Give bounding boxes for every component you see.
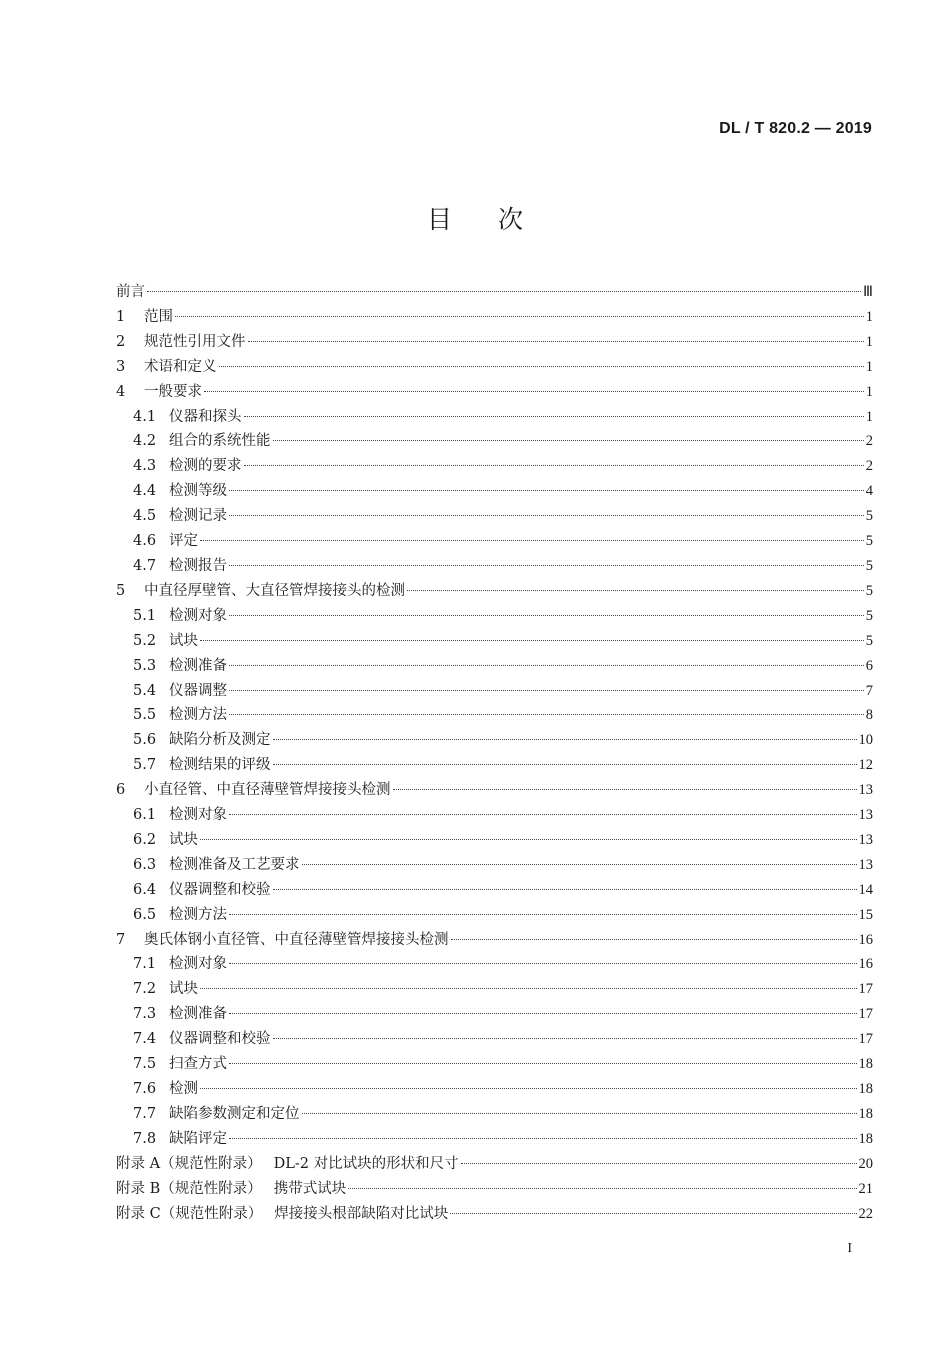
toc-entry-label: 缺陷评定 bbox=[169, 1130, 227, 1147]
toc-entry-page: 2 bbox=[865, 458, 873, 475]
toc-entry-number: 7.6 bbox=[133, 1081, 157, 1097]
toc-entry-label: 前言 bbox=[116, 284, 145, 300]
toc-entry[interactable] bbox=[116, 380, 873, 405]
toc-entry-label: 评定 bbox=[169, 533, 198, 550]
toc-entry[interactable] bbox=[116, 728, 873, 753]
toc-entry-number: 5 bbox=[116, 582, 126, 599]
toc-entry-label: 中直径厚壁管、大直径管焊接接头的检测 bbox=[144, 582, 405, 599]
toc-entry[interactable] bbox=[116, 803, 873, 828]
toc-entry[interactable] bbox=[116, 330, 873, 355]
appendix-label-group bbox=[116, 1202, 448, 1227]
dot-leader bbox=[200, 640, 864, 641]
toc-entry[interactable] bbox=[116, 405, 873, 430]
toc-entry-label: 仪器调整和校验 bbox=[169, 881, 271, 898]
toc-entry-page: 1 bbox=[865, 333, 873, 350]
toc-entry-page: 12 bbox=[858, 757, 873, 774]
toc-entry-label: 扫查方式 bbox=[169, 1056, 227, 1073]
toc-entry-number: 7.3 bbox=[133, 1006, 157, 1023]
toc-entry[interactable] bbox=[116, 853, 873, 878]
dot-leader bbox=[229, 914, 857, 915]
toc-entry[interactable] bbox=[116, 1077, 873, 1102]
toc-entry-number: 6.5 bbox=[133, 906, 157, 923]
toc-entry-number: 2 bbox=[116, 333, 126, 350]
toc-entry-page: 1 bbox=[865, 308, 873, 325]
toc-entry[interactable] bbox=[116, 952, 873, 977]
toc-entry-page: 5 bbox=[865, 557, 873, 574]
toc-entry-label: 检测报告 bbox=[169, 557, 227, 574]
toc-entry[interactable] bbox=[116, 679, 873, 704]
toc-entry-number: 4.7 bbox=[133, 557, 157, 574]
toc-entry[interactable] bbox=[116, 703, 873, 728]
toc-entry-number: 5.7 bbox=[133, 757, 157, 774]
dot-leader bbox=[302, 1113, 857, 1114]
toc-entry[interactable] bbox=[116, 504, 873, 529]
toc-entry-page: 16 bbox=[858, 956, 873, 973]
toc-entry[interactable] bbox=[116, 654, 873, 679]
toc-entry[interactable] bbox=[116, 429, 873, 454]
appendix-prefix: 附录 A（规范性附录） bbox=[116, 1155, 262, 1172]
toc-entry-label: 检测准备及工艺要求 bbox=[169, 856, 300, 873]
toc-entry-label: 小直径管、中直径薄壁管焊接接头检测 bbox=[144, 782, 391, 799]
toc-entry-number: 4 bbox=[116, 383, 126, 400]
toc-entry-label: 一般要求 bbox=[144, 383, 202, 400]
dot-leader bbox=[273, 440, 864, 441]
toc-entry[interactable] bbox=[116, 928, 873, 953]
toc-entry-label: 缺陷参数测定和定位 bbox=[169, 1105, 300, 1122]
toc-entry-number: 4.2 bbox=[133, 433, 157, 450]
dot-leader bbox=[229, 490, 864, 491]
toc-entry-number: 3 bbox=[116, 358, 126, 375]
toc-entry-number: 5.5 bbox=[133, 707, 157, 724]
toc-entry[interactable] bbox=[116, 454, 873, 479]
toc-entry[interactable] bbox=[116, 355, 873, 380]
toc-entry[interactable] bbox=[116, 753, 873, 778]
toc-entry-number: 7.1 bbox=[133, 956, 157, 973]
dot-leader bbox=[229, 814, 857, 815]
toc-entry[interactable] bbox=[116, 878, 873, 903]
toc-entry[interactable] bbox=[116, 305, 873, 330]
dot-leader bbox=[407, 590, 864, 591]
dot-leader bbox=[175, 316, 864, 317]
toc-title bbox=[0, 200, 950, 236]
toc-entry-page: 1 bbox=[865, 358, 873, 375]
toc-entry-page: 1 bbox=[865, 408, 873, 425]
toc-entry-page: 5 bbox=[865, 533, 873, 550]
dot-leader bbox=[147, 291, 861, 292]
toc-entry-label: 缺陷分析及测定 bbox=[169, 732, 271, 749]
toc-entry-page: 5 bbox=[865, 508, 873, 525]
dot-leader bbox=[229, 615, 864, 616]
toc-entry-page: 16 bbox=[858, 931, 873, 948]
appendix-prefix: 附录 B（规范性附录） bbox=[116, 1180, 262, 1197]
toc-entry-label: 检测方法 bbox=[169, 906, 227, 923]
dot-leader bbox=[229, 1138, 857, 1139]
dot-leader bbox=[450, 1213, 856, 1214]
toc-entry[interactable] bbox=[116, 529, 873, 554]
toc-appendix-entry[interactable] bbox=[116, 1177, 873, 1202]
appendix-title: 携带式试块 bbox=[273, 1180, 347, 1197]
toc-entry-number: 5.3 bbox=[133, 657, 157, 674]
appendix-prefix: 附录 C（规范性附录） bbox=[116, 1205, 263, 1222]
toc-entry-label: 检测对象 bbox=[169, 956, 227, 973]
toc-entry-number: 7.7 bbox=[133, 1105, 157, 1122]
dot-leader bbox=[348, 1188, 856, 1189]
dot-leader bbox=[451, 939, 857, 940]
toc-entry-label: 规范性引用文件 bbox=[144, 333, 246, 350]
toc-entry-page: 15 bbox=[858, 906, 873, 923]
toc-entry-number: 7.5 bbox=[133, 1056, 157, 1073]
toc-entry[interactable] bbox=[116, 778, 873, 803]
toc-entry-number: 5.6 bbox=[133, 732, 157, 749]
toc-entry-number: 4.6 bbox=[133, 533, 157, 550]
toc-entry-label: 检测结果的评级 bbox=[169, 757, 271, 774]
toc-entry-number: 4.5 bbox=[133, 508, 157, 525]
toc-entry-label: 检测记录 bbox=[169, 508, 227, 525]
toc-entry-page: 20 bbox=[858, 1155, 873, 1172]
dot-leader bbox=[200, 988, 857, 989]
toc-entry-page: 14 bbox=[858, 881, 873, 898]
toc-entry-label: 检测等级 bbox=[169, 483, 227, 500]
toc-entry-label: 检测方法 bbox=[169, 707, 227, 724]
toc-entry-number: 6.1 bbox=[133, 807, 157, 824]
toc-entry-page: 22 bbox=[858, 1205, 873, 1222]
toc-entry[interactable] bbox=[116, 1027, 873, 1052]
toc-entry-page: 17 bbox=[858, 1031, 873, 1048]
toc-entry-page: 13 bbox=[858, 856, 873, 873]
dot-leader bbox=[244, 465, 864, 466]
toc-entry-label: 组合的系统性能 bbox=[169, 433, 271, 450]
dot-leader bbox=[302, 864, 857, 865]
toc-entry-page: 1 bbox=[865, 383, 873, 400]
toc-entry-page: 13 bbox=[858, 782, 873, 799]
toc-entry-page: 18 bbox=[858, 1056, 873, 1073]
toc-entry-page: 13 bbox=[858, 807, 873, 824]
dot-leader bbox=[244, 416, 864, 417]
dot-leader bbox=[200, 1088, 857, 1089]
toc-entry-page: 5 bbox=[865, 607, 873, 624]
toc-entry-label: 奥氏体钢小直径管、中直径薄壁管焊接接头检测 bbox=[144, 931, 449, 948]
toc-entry[interactable] bbox=[116, 280, 873, 305]
toc-entry-number: 6.4 bbox=[133, 881, 157, 898]
dot-leader bbox=[229, 1013, 857, 1014]
dot-leader bbox=[229, 1063, 857, 1064]
toc-entry[interactable] bbox=[116, 903, 873, 928]
dot-leader bbox=[393, 789, 857, 790]
toc-entry-label: 仪器调整和校验 bbox=[169, 1031, 271, 1048]
toc-entry-number: 6.3 bbox=[133, 856, 157, 873]
dot-leader bbox=[204, 391, 864, 392]
dot-leader bbox=[229, 515, 864, 516]
page-number: I bbox=[847, 1241, 852, 1256]
toc-entry-label: 仪器调整 bbox=[169, 682, 227, 699]
dot-leader bbox=[229, 690, 864, 691]
toc-entry-number: 5.1 bbox=[133, 607, 157, 624]
toc-entry-label: 仪器和探头 bbox=[169, 408, 242, 425]
toc-title-char-1: 目 bbox=[426, 205, 452, 234]
toc-entry-label: 术语和定义 bbox=[144, 358, 217, 375]
toc-entry-page: 17 bbox=[858, 981, 873, 998]
toc-entry[interactable] bbox=[116, 554, 873, 579]
dot-leader bbox=[200, 839, 857, 840]
toc-entry-page: 17 bbox=[858, 1006, 873, 1023]
dot-leader bbox=[200, 540, 864, 541]
toc-entry-number: 5.4 bbox=[133, 682, 157, 699]
toc-entry-label: 检测对象 bbox=[169, 807, 227, 824]
toc-entry[interactable] bbox=[116, 1002, 873, 1027]
toc-title-char-2: 次 bbox=[498, 205, 524, 234]
toc-entry-number: 4.1 bbox=[133, 408, 157, 425]
toc-entry[interactable] bbox=[116, 579, 873, 604]
toc-entry-page: 21 bbox=[858, 1180, 873, 1197]
toc-entry-number: 7 bbox=[116, 931, 126, 948]
toc-entry-number: 7.2 bbox=[133, 981, 157, 998]
appendix-label-group bbox=[116, 1177, 346, 1202]
toc-entry[interactable] bbox=[116, 1052, 873, 1077]
toc-entry-page: 10 bbox=[858, 732, 873, 749]
toc-entry-label: 试块 bbox=[169, 632, 198, 649]
toc-entry-number: 1 bbox=[116, 308, 126, 325]
dot-leader bbox=[229, 963, 857, 964]
toc-entry-label: 检测准备 bbox=[169, 1006, 227, 1023]
dot-leader bbox=[229, 665, 864, 666]
toc-entry-page: 6 bbox=[865, 657, 873, 674]
appendix-title: 焊接接头根部缺陷对比试块 bbox=[274, 1205, 449, 1222]
toc-entry-page: 18 bbox=[858, 1130, 873, 1147]
dot-leader bbox=[229, 565, 864, 566]
toc-entry-page: 13 bbox=[858, 831, 873, 848]
toc-appendix-entry[interactable] bbox=[116, 1202, 873, 1227]
toc-entry-number: 4.3 bbox=[133, 458, 157, 475]
toc-entry-page: 2 bbox=[865, 433, 873, 450]
toc-entry-number: 7.8 bbox=[133, 1130, 157, 1147]
dot-leader bbox=[229, 714, 864, 715]
appendix-label-group bbox=[116, 1152, 459, 1177]
dot-leader bbox=[461, 1163, 857, 1164]
toc-entry-number: 5.2 bbox=[133, 632, 157, 649]
toc-entry[interactable] bbox=[116, 1127, 873, 1152]
toc-entry-page: 7 bbox=[865, 682, 873, 699]
toc-entry[interactable] bbox=[116, 828, 873, 853]
toc-entry-page: 4 bbox=[865, 483, 873, 500]
toc-entry-number: 6 bbox=[116, 782, 126, 799]
dot-leader bbox=[273, 739, 857, 740]
toc-entry-label: 检测对象 bbox=[169, 607, 227, 624]
toc-entry[interactable] bbox=[116, 1102, 873, 1127]
dot-leader bbox=[273, 1038, 857, 1039]
toc-entry-label: 试块 bbox=[169, 831, 198, 848]
toc-entry[interactable] bbox=[116, 629, 873, 654]
toc-entry-page: 5 bbox=[865, 632, 873, 649]
toc-entry[interactable] bbox=[116, 479, 873, 504]
toc-entry-page: 8 bbox=[865, 707, 873, 724]
document-code: DL / T 820.2 — 2019 bbox=[719, 120, 872, 137]
toc-entry[interactable] bbox=[116, 604, 873, 629]
toc-entry-number: 7.4 bbox=[133, 1031, 157, 1048]
toc-entry-page: 18 bbox=[858, 1105, 873, 1122]
toc-entry-label: 试块 bbox=[169, 981, 198, 998]
toc-entry-label: 范围 bbox=[144, 308, 173, 325]
toc-list bbox=[116, 280, 873, 1226]
dot-leader bbox=[273, 764, 857, 765]
toc-entry-number: 6.2 bbox=[133, 831, 157, 848]
appendix-title: DL-2 对比试块的形状和尺寸 bbox=[273, 1155, 459, 1172]
dot-leader bbox=[273, 889, 857, 890]
toc-entry-label: 检测的要求 bbox=[169, 458, 242, 475]
toc-entry[interactable] bbox=[116, 977, 873, 1002]
toc-entry-label: 检测 bbox=[169, 1081, 198, 1097]
toc-entry-page: 5 bbox=[865, 582, 873, 599]
toc-appendix-entry[interactable] bbox=[116, 1152, 873, 1177]
dot-leader bbox=[219, 366, 864, 367]
toc-entry-page: 18 bbox=[858, 1081, 873, 1097]
dot-leader bbox=[248, 341, 864, 342]
toc-entry-page: Ⅲ bbox=[863, 284, 873, 300]
toc-entry-label: 检测准备 bbox=[169, 657, 227, 674]
toc-entry-number: 4.4 bbox=[133, 483, 157, 500]
